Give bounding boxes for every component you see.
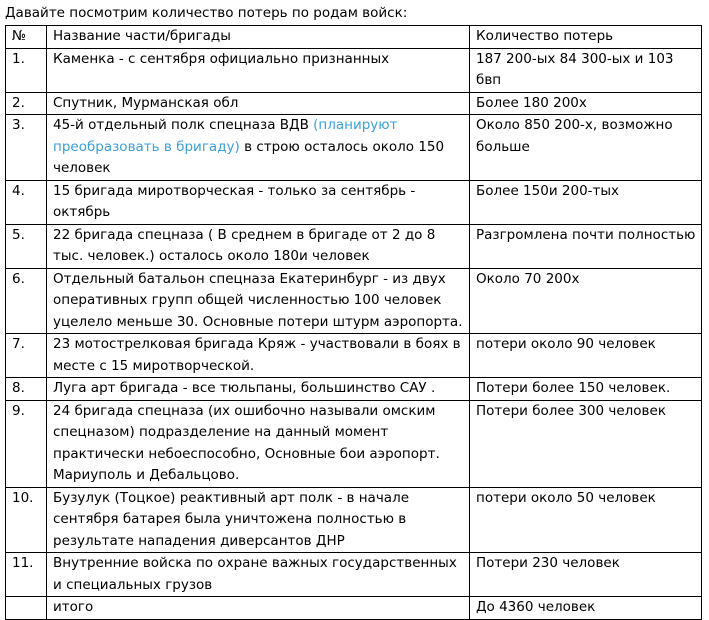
table-row [6,92,702,115]
row-unit: 15 бригада миротворческая - только за сентябрь - октябрь [47,180,470,224]
table-row [6,48,702,92]
row-number: 2. [6,92,47,115]
header-unit: Название части/бригады [47,26,470,49]
heading: Давайте посмотрим количество потерь по родам войск: [5,5,408,21]
row-number: 9. [6,400,47,487]
row-unit: 23 мотострелковая бригада Кряж - участвовали в боях в месте с 15 миротворческой. [47,334,470,378]
losses-table [5,25,702,620]
row-losses: Потери более 300 человек [470,400,702,487]
table-row [6,180,702,224]
row-unit: Луга арт бригада - все тюльпаны, большинство САУ . [47,378,470,401]
row-unit: Спутник, Мурманская обл [47,92,470,115]
table-row [6,378,702,401]
row-losses: потери около 50 человек [470,487,702,553]
total-number [6,597,47,620]
table-row [6,115,702,181]
row-unit: 22 бригада спецназа ( В среднем в бригаде от 2 до 8 тыс. человек.) осталось около 180и человек [47,224,470,268]
row-losses: Разгромлена почти полностью [470,224,702,268]
header-number: № [6,26,47,49]
table-row [6,487,702,553]
row-unit: Бузулук (Тоцкое) реактивный арт полк - в начале сентября батарея была уничтожена полностью в результате нападения диверсантов ДНР [47,487,470,553]
row-losses: Потери более 150 человек. [470,378,702,401]
table-row [6,268,702,334]
row-number: 8. [6,378,47,401]
row-unit: Каменка - с сентября официально признанных [47,48,470,92]
row-number: 3. [6,115,47,181]
row-number: 4. [6,180,47,224]
row-unit-text-after: в строю осталось около 150 человек [53,138,445,176]
row-unit-link[interactable]: (планируют преобразовать в бригаду) [53,117,398,155]
row-losses: Около 70 200х [470,268,702,334]
row-losses: Около 850 200-х, возможно больше [470,115,702,181]
row-number: 7. [6,334,47,378]
total-row [6,597,702,620]
row-unit: 24 бригада спецназа (их ошибочно называли омским спецназом) подразделение на данный момент практически небоеспособно, Основные бои аэропорт. Мариуполь и Дебальцово. [47,400,470,487]
row-losses: Более 150и 200-тых [470,180,702,224]
row-losses: Потери 230 человек [470,553,702,597]
row-unit-text: 45-й отдельный полк спецназа ВДВ [53,117,314,133]
table-row [6,553,702,597]
row-losses: потери около 90 человек [470,334,702,378]
row-unit: Отдельный батальон спецназа Екатеринбург - из двух оперативных групп общей численностью 100 человек уцелело меньше 30. Основные потери штурм аэропорта. [47,268,470,334]
row-number: 10. [6,487,47,553]
table-row [6,334,702,378]
table-row [6,400,702,487]
table-row [6,224,702,268]
total-losses: До 4360 человек [470,597,702,620]
row-unit: Внутренние войска по охране важных государственных и специальных грузов [47,553,470,597]
table-header-row [6,26,702,49]
row-number: 1. [6,48,47,92]
row-number: 6. [6,268,47,334]
row-losses: Более 180 200х [470,92,702,115]
row-unit [47,115,470,181]
total-label: итого [47,597,470,620]
row-number: 11. [6,553,47,597]
header-losses: Количество потерь [470,26,702,49]
row-number: 5. [6,224,47,268]
row-losses: 187 200-ых 84 300-ых и 103 бвп [470,48,702,92]
